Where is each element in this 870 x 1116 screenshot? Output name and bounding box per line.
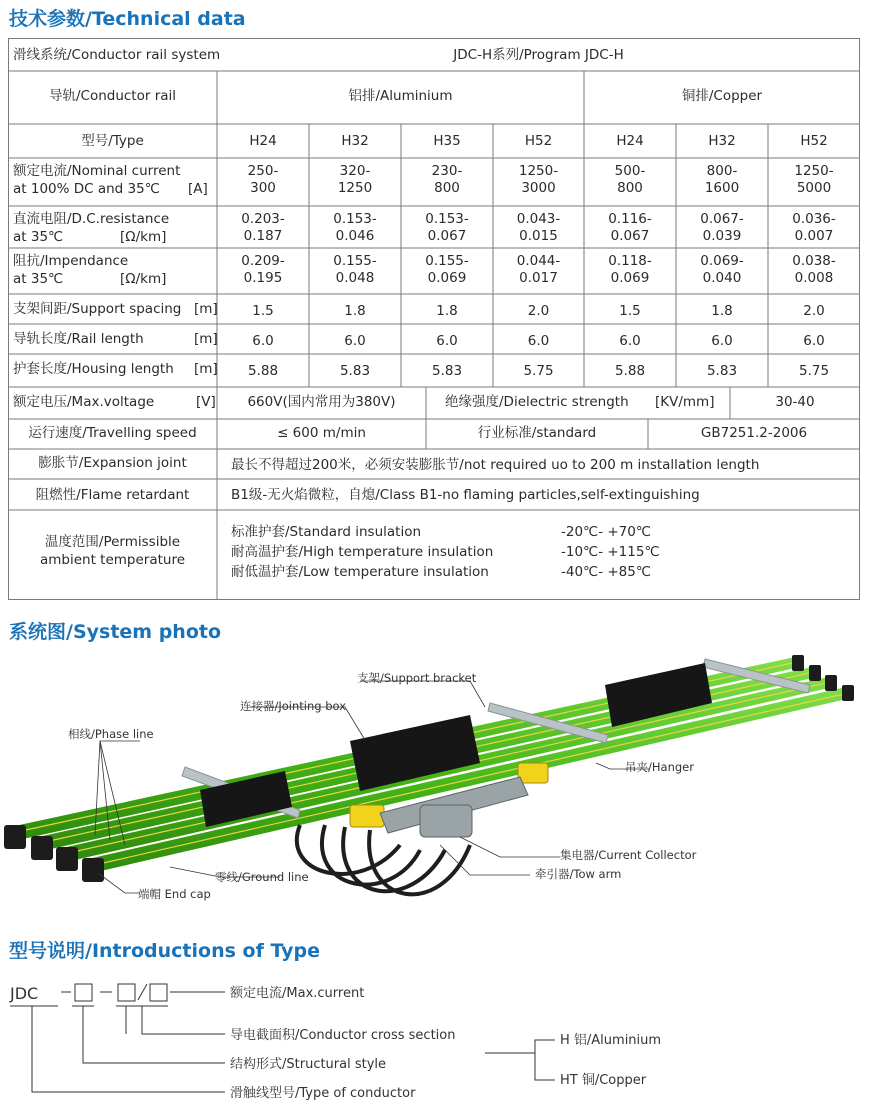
value-cell-bottom: 800 [617,180,643,196]
value-cell-top: 0.155- [425,253,469,269]
row-label: 支架间距/Support spacing [13,301,182,317]
system-photo-illustration [0,645,870,935]
value-cell: 1.8 [436,303,458,319]
label-structural-style: 结构形式/Structural style [230,1057,387,1072]
value-cell-bottom: 0.069 [610,270,650,286]
label-tow-arm: 牵引器/Tow arm [535,867,622,881]
value-cell: 1.8 [344,303,366,319]
value-cell: 2.0 [527,303,550,319]
value-cell: 5.75 [798,363,830,379]
row-unit: [m] [194,361,218,377]
value-cell: 6.0 [344,333,366,349]
value-cell-bottom: 800 [434,180,460,196]
speed-value: ≤ 600 m/min [277,425,366,441]
row-label: 阻抗/Impendance [13,253,129,269]
temp-label-line2: ambient temperature [39,552,186,568]
value-cell: 5.75 [523,363,554,379]
expansion-label: 膨胀节/Expansion joint [38,455,187,471]
value-cell-top: 250- [247,163,279,179]
value-cell: 1.5 [619,303,641,319]
expansion-value: 最长不得超过200米，必须安装膨胀节/not required uo to 200 m installation length [231,457,760,473]
type-cell: H32 [708,133,736,149]
row-unit: [Ω/km] [120,271,167,287]
value-cell-top: 0.038- [792,253,836,269]
value-cell-top: 0.069- [700,253,744,269]
dielectric-unit: [KV/mm] [655,394,715,410]
code-prefix: JDC [10,984,39,1003]
value-cell-top: 0.036- [792,211,836,227]
value-cell: 6.0 [711,333,733,349]
row-label-sub: at 35℃ [13,229,64,245]
label-cross-section: 导电截面积/Conductor cross section [230,1028,456,1043]
row-label: 导轨长度/Rail length [13,331,144,347]
value-cell: 6.0 [252,333,274,349]
code-box-3 [150,984,167,1001]
value-cell: 5.88 [614,363,646,379]
value-cell-top: 230- [431,163,463,179]
label-aluminium-option: H 铝/Aluminium [560,1033,662,1048]
label-support-bracket: 支架/Support bracket [357,671,477,685]
label-copper-option: HT 铜/Copper [560,1073,647,1088]
row-label: 直流电阻/D.C.resistance [13,211,170,227]
temp-standard-range: -20℃- +70℃ [561,524,652,540]
system-value: JDC-H系列/Program JDC-H [453,47,624,63]
label-jointing-box: 连接器/Jointing box [240,699,347,713]
row-unit: [m] [194,331,218,347]
value-cell-bottom: 0.048 [335,270,375,286]
value-cell-bottom: 0.069 [427,270,467,286]
value-cell-bottom: 0.015 [519,228,558,244]
row-label-sub: at 35℃ [13,271,64,287]
value-cell: 6.0 [527,333,550,349]
value-cell-top: 0.153- [333,211,377,227]
technical-data-table [8,38,860,600]
value-cell-bottom: 1250 [337,180,373,196]
label-type-conductor: 滑触线型号/Type of conductor [230,1086,416,1101]
copper-header: 铜排/Copper [681,88,763,104]
value-cell-bottom: 0.195 [243,270,283,286]
type-cell: H35 [433,133,461,149]
value-cell-top: 0.043- [516,211,561,227]
type-label: 型号/Type [81,133,144,149]
label-max-current: 额定电流/Max.current [230,986,365,1001]
value-cell-top: 0.044- [516,253,561,269]
dielectric-value: 30-40 [775,394,815,410]
temp-low-name: 耐低温护套/Low temperature insulation [231,564,489,580]
value-cell-top: 0.209- [241,253,285,269]
type-cell: H52 [524,133,553,149]
value-cell-bottom: 1600 [704,180,740,196]
value-cell: 2.0 [803,303,825,319]
label-phase-line: 相线/Phase line [68,727,154,741]
value-cell: 6.0 [619,333,641,349]
temp-low-range: -40℃- +85℃ [561,564,652,580]
code-box-2 [118,984,135,1001]
row-label: 护套长度/Housing length [13,361,174,377]
value-cell-top: 0.116- [608,211,652,227]
row-unit: [m] [194,301,218,317]
value-cell-bottom: 0.067 [610,228,650,244]
temp-standard-name: 标准护套/Standard insulation [231,524,422,540]
value-cell-bottom: 0.040 [702,270,742,286]
value-cell-top: 0.203- [241,211,285,227]
row-unit: [A] [188,181,208,197]
row-label-sub: at 100% DC and 35℃ [13,181,160,197]
value-cell: 5.83 [706,363,738,379]
row-unit: [Ω/km] [120,229,167,245]
value-cell-bottom: 0.046 [335,228,375,244]
label-ground-line: 零线/Ground line [215,870,309,884]
value-cell-bottom: 0.039 [702,228,742,244]
flame-label: 阻燃性/Flame retardant [35,487,190,503]
value-cell-top: 0.067- [700,211,744,227]
introductions-title: 型号说明/Introductions of Type [9,940,321,962]
code-box-1 [75,984,92,1001]
value-cell-bottom: 0.007 [794,228,834,244]
aluminium-header: 铝排/Aluminium [348,88,453,104]
value-cell-bottom: 0.017 [519,270,558,286]
value-cell-bottom: 5000 [796,180,832,196]
speed-label: 运行速度/Travelling speed [28,425,197,441]
value-cell-top: 1250- [518,163,559,179]
standard-value: GB7251.2-2006 [700,425,808,441]
row-label: 额定电流/Nominal current [13,163,181,179]
voltage-unit: [V] [196,394,216,410]
value-cell-bottom: 300 [250,180,276,196]
system-label: 滑线系统/Conductor rail system [13,47,221,63]
type-code-diagram [0,970,870,1116]
value-cell-bottom: 0.187 [243,228,283,244]
flame-value: B1级-无火焰微粒，自熄/Class B1-no flaming particles,self-extinguishing [231,487,700,503]
type-cell: H32 [341,133,369,149]
value-cell: 6.0 [803,333,825,349]
label-end-cap: 端帽 End cap [138,887,211,901]
value-cell: 6.0 [436,333,458,349]
voltage-value: 660V(国内常用为380V) [247,394,396,410]
value-cell-top: 320- [339,163,371,179]
technical-data-title: 技术参数/Technical data [9,8,246,30]
type-cell: H24 [249,133,277,149]
conductor-rail-label: 导轨/Conductor rail [48,88,177,104]
value-cell: 1.8 [711,303,733,319]
temp-high-range: -10℃- +115℃ [561,544,660,560]
voltage-label: 额定电压/Max.voltage [13,394,155,410]
value-cell-bottom: 0.008 [794,270,834,286]
dielectric-label: 绝缘强度/Dielectric strength [445,394,629,410]
label-hanger: 吊夹/Hanger [625,760,694,774]
label-current-collector: 集电器/Current Collector [560,848,697,862]
system-photo-title: 系统图/System photo [9,621,222,643]
value-cell-top: 0.153- [425,211,469,227]
value-cell: 5.83 [339,363,371,379]
value-cell: 5.88 [247,363,279,379]
temp-high-name: 耐高温护套/High temperature insulation [231,544,494,560]
value-cell-bottom: 0.067 [427,228,467,244]
type-cell: H24 [616,133,644,149]
value-cell-top: 800- [706,163,738,179]
value-cell: 1.5 [252,303,274,319]
value-cell-bottom: 3000 [521,180,556,196]
standard-label: 行业标准/standard [477,425,597,441]
value-cell: 5.83 [431,363,463,379]
value-cell-top: 1250- [794,163,834,179]
value-cell-top: 0.118- [608,253,652,269]
type-cell: H52 [800,133,828,149]
value-cell-top: 500- [614,163,646,179]
value-cell-top: 0.155- [333,253,377,269]
temp-label-line1: 温度范围/Permissible [44,534,181,550]
